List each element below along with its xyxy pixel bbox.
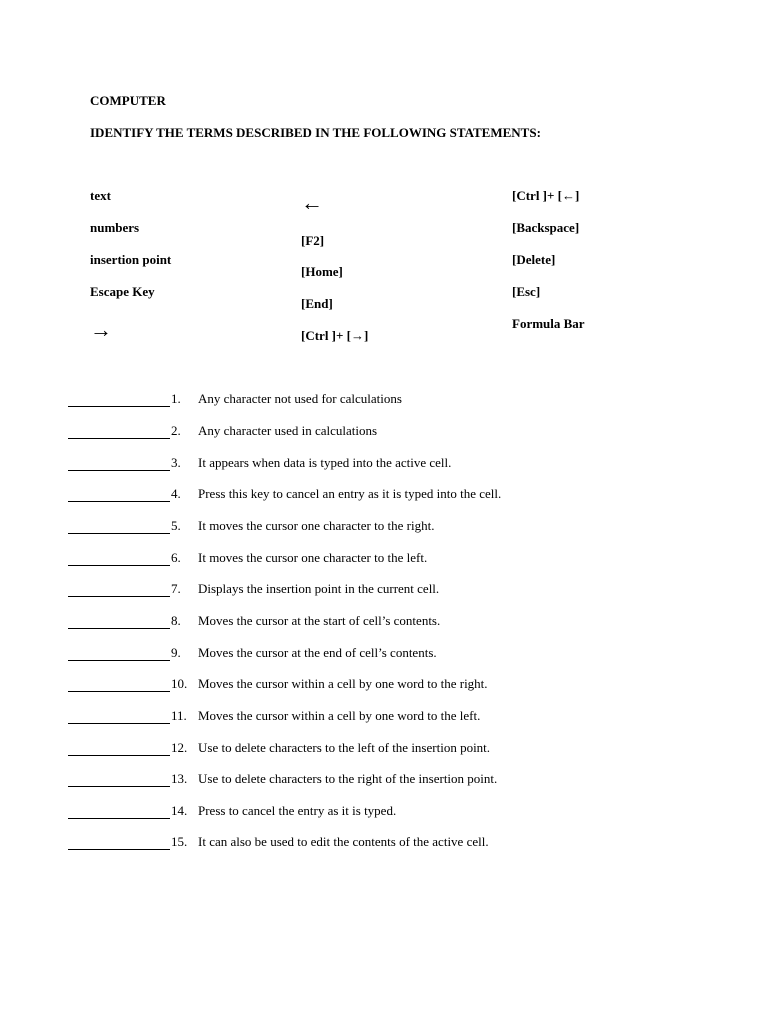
term-numbers: numbers <box>90 220 140 235</box>
question-number: 13. <box>171 771 188 786</box>
question-text: Moves the cursor within a cell by one word to the left. <box>198 708 481 723</box>
question-text: Any character used in calculations <box>198 423 378 438</box>
question-number: 1. <box>171 391 181 406</box>
answer-blank[interactable] <box>68 723 170 724</box>
question-text: It moves the cursor one character to the right. <box>198 518 435 533</box>
question-number: 6. <box>171 550 181 565</box>
question-number: 2. <box>171 423 181 438</box>
question-number: 15. <box>171 834 188 849</box>
term-end: [End] <box>301 296 333 311</box>
question-text: Use to delete characters to the right of the insertion point. <box>198 771 498 786</box>
question-number: 5. <box>171 518 181 533</box>
answer-blank[interactable] <box>68 755 170 756</box>
question-text: It moves the cursor one character to the left. <box>198 550 428 565</box>
question-text: Press to cancel the entry as it is typed. <box>198 803 397 818</box>
term-backspace: [Backspace] <box>512 220 580 235</box>
term-ctrl-left: [Ctrl ]+ [←] <box>512 188 580 203</box>
question-text: Displays the insertion point in the current cell. <box>198 581 440 596</box>
answer-blank[interactable] <box>68 660 170 661</box>
answer-blank[interactable] <box>68 628 170 629</box>
question-number: 12. <box>171 740 188 755</box>
question-text: Press this key to cancel an entry as it is typed into the cell. <box>198 486 502 501</box>
answer-blank[interactable] <box>68 691 170 692</box>
term-insertion-point: insertion point <box>90 252 172 267</box>
instructions-heading: IDENTIFY THE TERMS DESCRIBED IN THE FOLLOWING STATEMENTS: <box>90 125 541 140</box>
answer-blank[interactable] <box>68 786 170 787</box>
answer-blank[interactable] <box>68 470 170 471</box>
term-escape-key: Escape Key <box>90 284 155 299</box>
question-number: 14. <box>171 803 188 818</box>
question-text: Moves the cursor within a cell by one word to the right. <box>198 676 488 691</box>
term-left-arrow-icon: ← <box>301 190 323 215</box>
term-text: text <box>90 188 111 203</box>
answer-blank[interactable] <box>68 406 170 407</box>
question-number: 11. <box>171 708 187 723</box>
term-f2: [F2] <box>301 233 325 248</box>
answer-blank[interactable] <box>68 849 170 850</box>
question-number: 8. <box>171 613 181 628</box>
answer-blank[interactable] <box>68 501 170 502</box>
term-right-arrow-icon: → <box>90 317 112 342</box>
question-text: It appears when data is typed into the active cell. <box>198 455 452 470</box>
question-number: 3. <box>171 455 181 470</box>
answer-blank[interactable] <box>68 533 170 534</box>
question-number: 4. <box>171 486 181 501</box>
subject-heading: COMPUTER <box>90 93 166 108</box>
question-text: Moves the cursor at the start of cell’s contents. <box>198 613 441 628</box>
term-ctrl-right: [Ctrl ]+ [→] <box>301 328 369 343</box>
term-formula-bar: Formula Bar <box>512 316 585 331</box>
question-text: Any character not used for calculations <box>198 391 402 406</box>
question-number: 9. <box>171 645 181 660</box>
question-text: Moves the cursor at the end of cell’s contents. <box>198 645 437 660</box>
term-home: [Home] <box>301 264 343 279</box>
answer-blank[interactable] <box>68 818 170 819</box>
term-delete: [Delete] <box>512 252 556 267</box>
answer-blank[interactable] <box>68 438 170 439</box>
question-number: 7. <box>171 581 181 596</box>
term-esc: [Esc] <box>512 284 541 299</box>
question-text: Use to delete characters to the left of the insertion point. <box>198 740 491 755</box>
answer-blank[interactable] <box>68 596 170 597</box>
question-text: It can also be used to edit the contents of the active cell. <box>198 834 489 849</box>
question-number: 10. <box>171 676 188 691</box>
answer-blank[interactable] <box>68 565 170 566</box>
